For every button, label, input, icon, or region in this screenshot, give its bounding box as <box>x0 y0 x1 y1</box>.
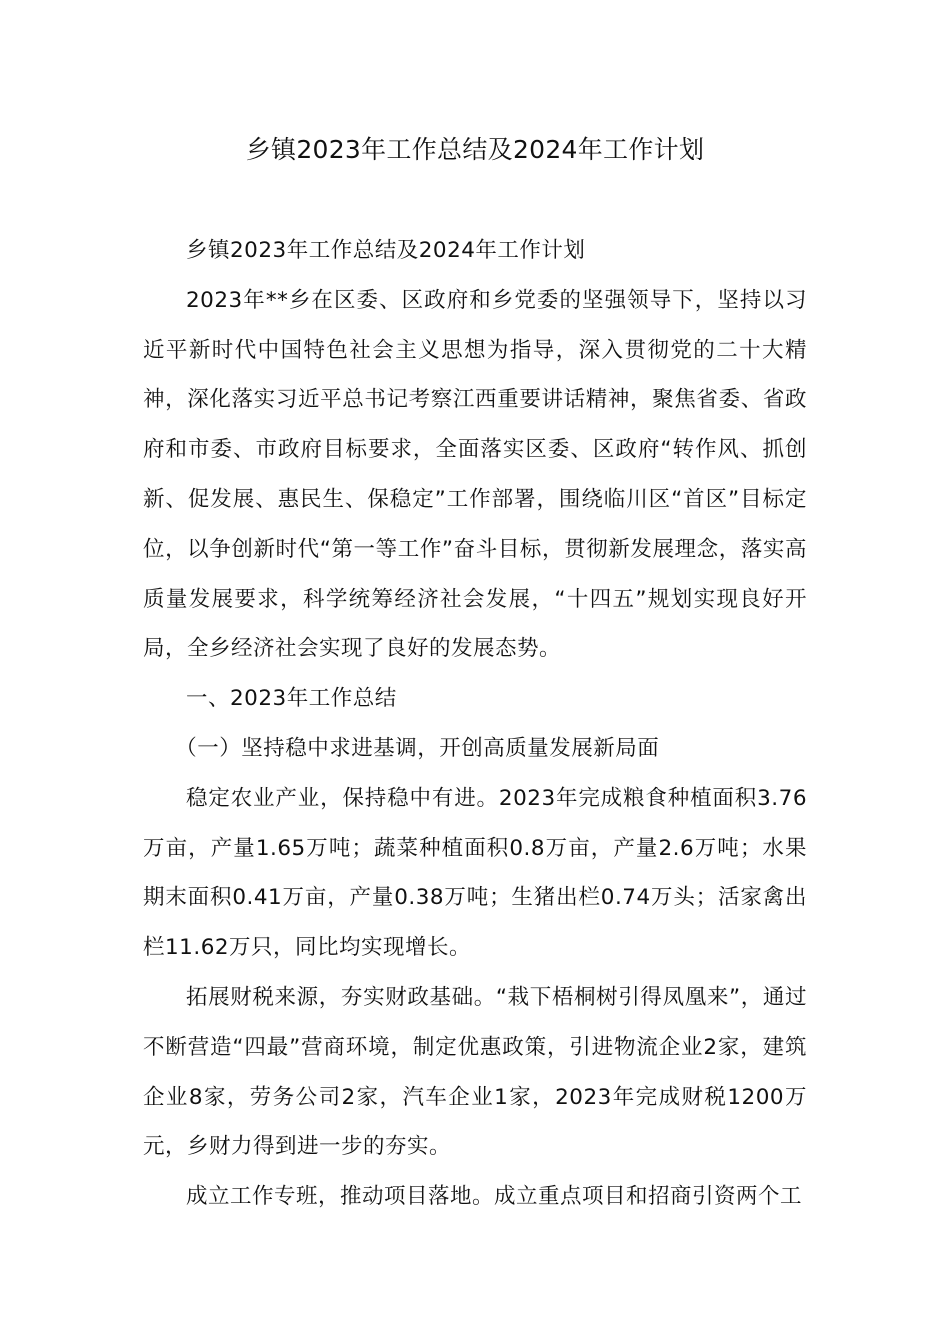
section-heading: 一、2023年工作总结 <box>186 686 397 712</box>
agriculture-paragraph: 稳定农业产业，保持稳中有进。2023年完成粮食种植面积3.76万亩，产量1.65万吨；蔬菜种植面积0.8万亩，产量2.6万吨；水果期末面积0.41万亩，产量0.38万吨；生猪出栏0.74万头；活家禽出栏11.62万只，同比均实现增长。 <box>143 785 807 961</box>
subtitle-paragraph: 乡镇2023年工作总结及2024年工作计划 <box>186 238 586 263</box>
finance-paragraph: 拓展财税来源，夯实财政基础。“栽下梧桐树引得凤凰来”，通过不断营造“四最”营商环境，制定优惠政策，引进物流企业2家，建筑企业8家，劳务公司2家，汽车企业1家，2023年完成财税1200万元，乡财力得到进一步的夯实。 <box>143 984 807 1160</box>
intro-paragraph: 2023年**乡在区委、区政府和乡党委的坚强领导下，坚持以习近平新时代中国特色社会主义思想为指导，深入贯彻党的二十大精神，深化落实习近平总书记考察江西重要讲话精神，聚焦省委、省政府和市委、市政府目标要求，全面落实区委、区政府“转作风、抓创新、促发展、惠民生、保稳定”工作部署，围绕临川区“首区”目标定位，以争创新时代“第一等工作”奋斗目标，贯彻新发展理念，落实高质量发展要求，科学统筹经济社会发展，“十四五”规划实现良好开局，全乡经济社会实现了良好的发展态势。 <box>143 287 807 662</box>
subsection-heading: （一）坚持稳中求进基调，开创高质量发展新局面 <box>175 735 660 761</box>
document-title: 乡镇2023年工作总结及2024年工作计划 <box>245 135 705 164</box>
document-body <box>143 226 807 1222</box>
project-paragraph: 成立工作专班，推动项目落地。成立重点项目和招商引资两个工 <box>186 1184 803 1210</box>
